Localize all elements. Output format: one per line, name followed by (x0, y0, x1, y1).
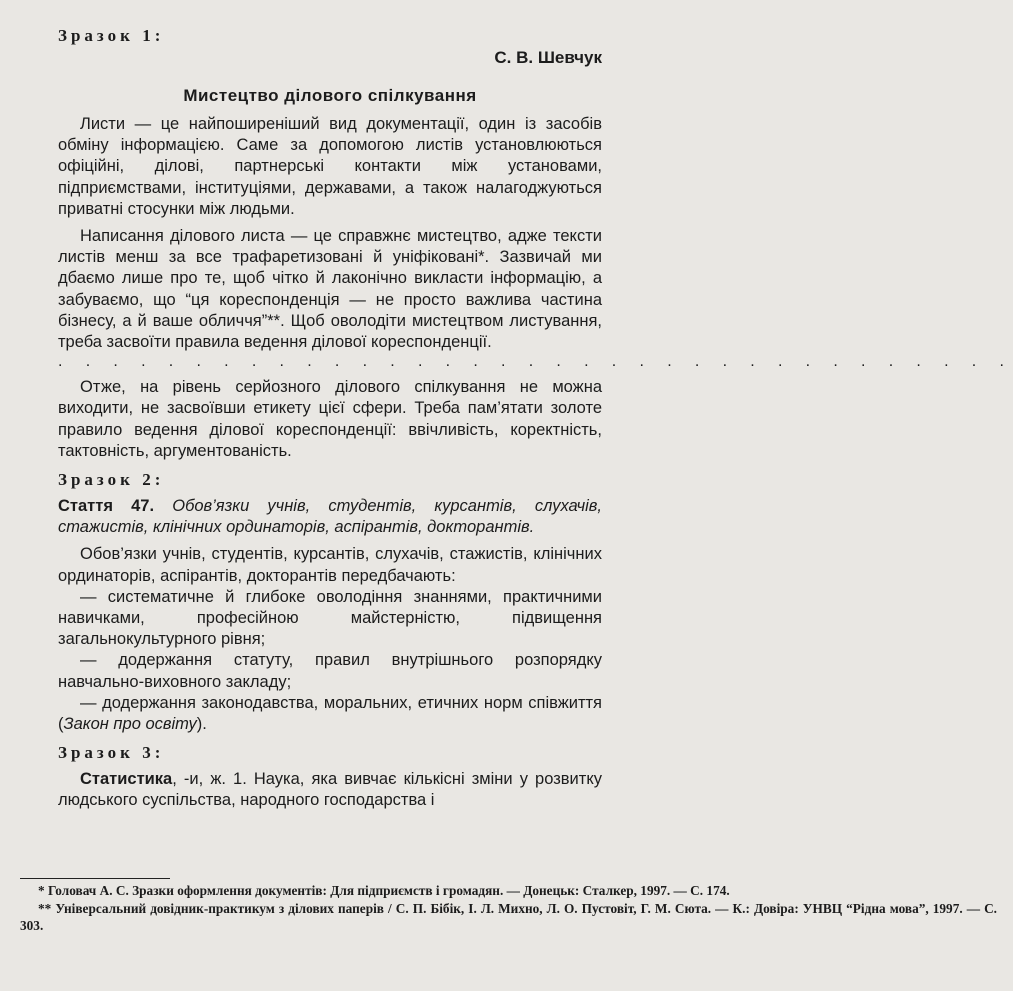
definition-term: Статистика (80, 770, 173, 789)
footnote-2: ** Універсальний довідник-практикум з ділових паперів / С. П. Бібік, І. Л. Михно, Л. О. Пустовіт, Г. М. Сюта. — К.: Довіра: УНВЦ “Рідна мова”, 1997. — С. 303. (20, 900, 997, 933)
duty-item-3 (58, 693, 602, 735)
article-title: Мистецтво ділового спілкування (183, 86, 477, 105)
article-heading-title: Обов’язки учнів, студентів, курсантів, слухачів, стажистів, клінічних ординаторів, аспірантів, докторантів. (58, 497, 602, 537)
law-source: Закон про освіту (63, 715, 197, 734)
paragraph-conclusion: Отже, на рівень серйозного ділового спілкування не можна виходити, не засвоївши етикету цієї сфери. Треба пам’ятати золоте правило ведення ділової кореспонденції: ввічливість, коректність, тактовність, аргументованість. (58, 378, 602, 460)
definition-text: , -и, ж. 1. Наука, яка вивчає кількісні зміни у розвитку людського суспільства, народного господарства і (58, 770, 602, 810)
duties-intro: Обов’язки учнів, студентів, курсантів, слухачів, стажистів, клінічних ординаторів, аспірантів, докторантів передбачають: (58, 545, 602, 585)
duty-item-3-text: — додержання законодавства, моральних, етичних норм співжиття ( (58, 693, 602, 734)
footnote-1: * Головач А. С. Зразки оформлення документів: Для підприємств і громадян. — Донецьк: Сталкер, 1997. — С. 174. (38, 883, 730, 898)
sample-2-label: Зразок 2: (58, 470, 165, 490)
duty-item-3-end: ). (196, 715, 207, 734)
footnote-rule (20, 878, 170, 879)
article-47-heading (58, 496, 602, 538)
article-author: С. В. Шевчук (494, 48, 602, 67)
duty-item-2: — додержання статуту, правил внутрішнього розпорядку навчально-виховного закладу; (58, 651, 602, 691)
paragraph-letters: Листи — це найпоширеніший вид документації, один із засобів обміну інформацією. Саме за допомогою листів установлюються офіційні, ділові, партнерські контакти між установами, підприємствами, інституціями, державами, а також налагоджуються приватні стосунки між людьми. (58, 115, 602, 218)
paragraph-business-letter: Написання ділового листа — це справжнє мистецтво, адже тексти листів менш за все трафаретизовані й уніфіковані*. Зазвичай ми дбаємо лише про те, щоб чітко й лаконічно викласти інформацію, а забуваємо, що “ця кореспонденція — не просто важлива частина бізнесу, а й ваше обличчя”**. Щоб оволодіти мистецтвом листування, треба засвоїти правила ведення ділової кореспонденції. (58, 227, 602, 352)
statistics-definition (58, 769, 602, 811)
article-number: Стаття 47. (58, 497, 155, 516)
omission-dots: . . . . . . . . . . . . . . . . . . . . . . . . . . . . . . . . . . . (58, 353, 1013, 371)
sample-3-label: Зразок 3: (58, 743, 165, 763)
duty-item-1: — систематичне й глибоке оволодіння знаннями, практичними навичками, професійною майстерністю, підвищення загальнокультурного рівня; (58, 587, 602, 649)
sample-1-label: Зразок 1: (58, 26, 165, 45)
footnotes (20, 882, 997, 935)
